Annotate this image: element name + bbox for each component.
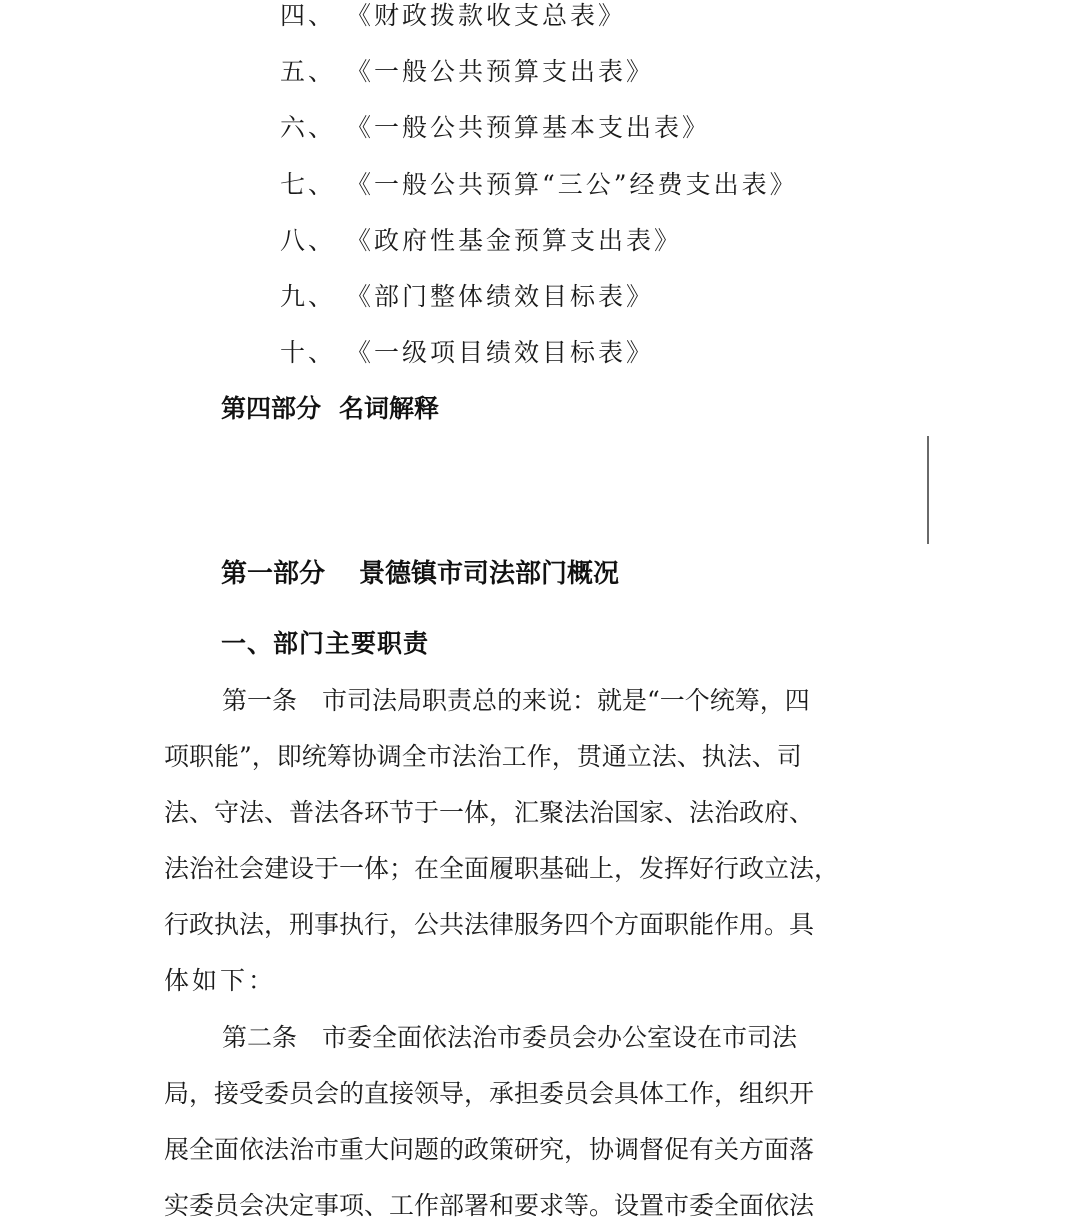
- toc-item-number: 七、: [280, 170, 337, 199]
- toc-item-number: 四、: [280, 1, 337, 30]
- toc-item-title: 《一般公共预算基本支出表》: [346, 113, 711, 142]
- toc-item-title: 《财政拨款收支总表》: [346, 1, 627, 30]
- part4-heading: [221, 394, 439, 424]
- article-1-line: 法治社会建设于一体；在全面履职基础上，发挥好行政立法，: [164, 854, 840, 883]
- toc-item: [280, 282, 654, 312]
- toc-item-number: 十、: [280, 338, 337, 367]
- part1-title: 景德镇市司法部门概况: [359, 559, 620, 589]
- part1-label: 第一部分: [221, 559, 326, 589]
- toc-item: [280, 170, 798, 200]
- article-1-line: 法、守法、普法各环节于一体，汇聚法治国家、法治政府、: [164, 798, 815, 827]
- toc-item-title: 《一般公共预算支出表》: [346, 57, 655, 86]
- toc-item: [280, 1, 626, 31]
- toc-item-title: 《一级项目绩效目标表》: [346, 338, 655, 367]
- article-1-line: 项职能”，即统筹协调全市法治工作，贯通立法、执法、司: [164, 742, 802, 771]
- part4-title: 名词解释: [339, 394, 440, 423]
- toc-item-number: 八、: [280, 226, 337, 255]
- article-2-line: 第二条 市委全面依法治市委员会办公室设在市司法: [222, 1023, 798, 1052]
- toc-item-title: 《一般公共预算“三公”经费支出表》: [346, 170, 798, 199]
- toc-item: [280, 226, 682, 256]
- article-2-line: 局，接受委员会的直接领导，承担委员会具体工作，组织开: [164, 1079, 815, 1108]
- article-1-line: 第一条 市司法局职责总的来说：就是“一个统筹，四: [222, 686, 810, 715]
- toc-item-title: 《政府性基金预算支出表》: [346, 226, 683, 255]
- article-2-line: 实委员会决定事项、工作部署和要求等。设置市委全面依法: [164, 1191, 815, 1220]
- toc-item-number: 五、: [280, 57, 337, 86]
- toc-item: [280, 113, 710, 143]
- toc-item-title: 《部门整体绩效目标表》: [346, 282, 655, 311]
- section-heading-duties: 一、部门主要职责: [221, 629, 430, 658]
- toc-item: [280, 338, 654, 368]
- toc-item-number: 九、: [280, 282, 337, 311]
- article-2-line: 展全面依法治市重大问题的政策研究，协调督促有关方面落: [164, 1135, 815, 1164]
- toc-item-number: 六、: [280, 113, 337, 142]
- part4-label: 第四部分: [221, 394, 322, 423]
- article-1-line: 体如下：: [164, 966, 277, 995]
- vertical-rule: [927, 436, 929, 544]
- toc-item: [280, 57, 654, 87]
- article-1-line: 行政执法，刑事执行，公共法律服务四个方面职能作用。具: [164, 910, 815, 939]
- part1-heading: [221, 559, 619, 589]
